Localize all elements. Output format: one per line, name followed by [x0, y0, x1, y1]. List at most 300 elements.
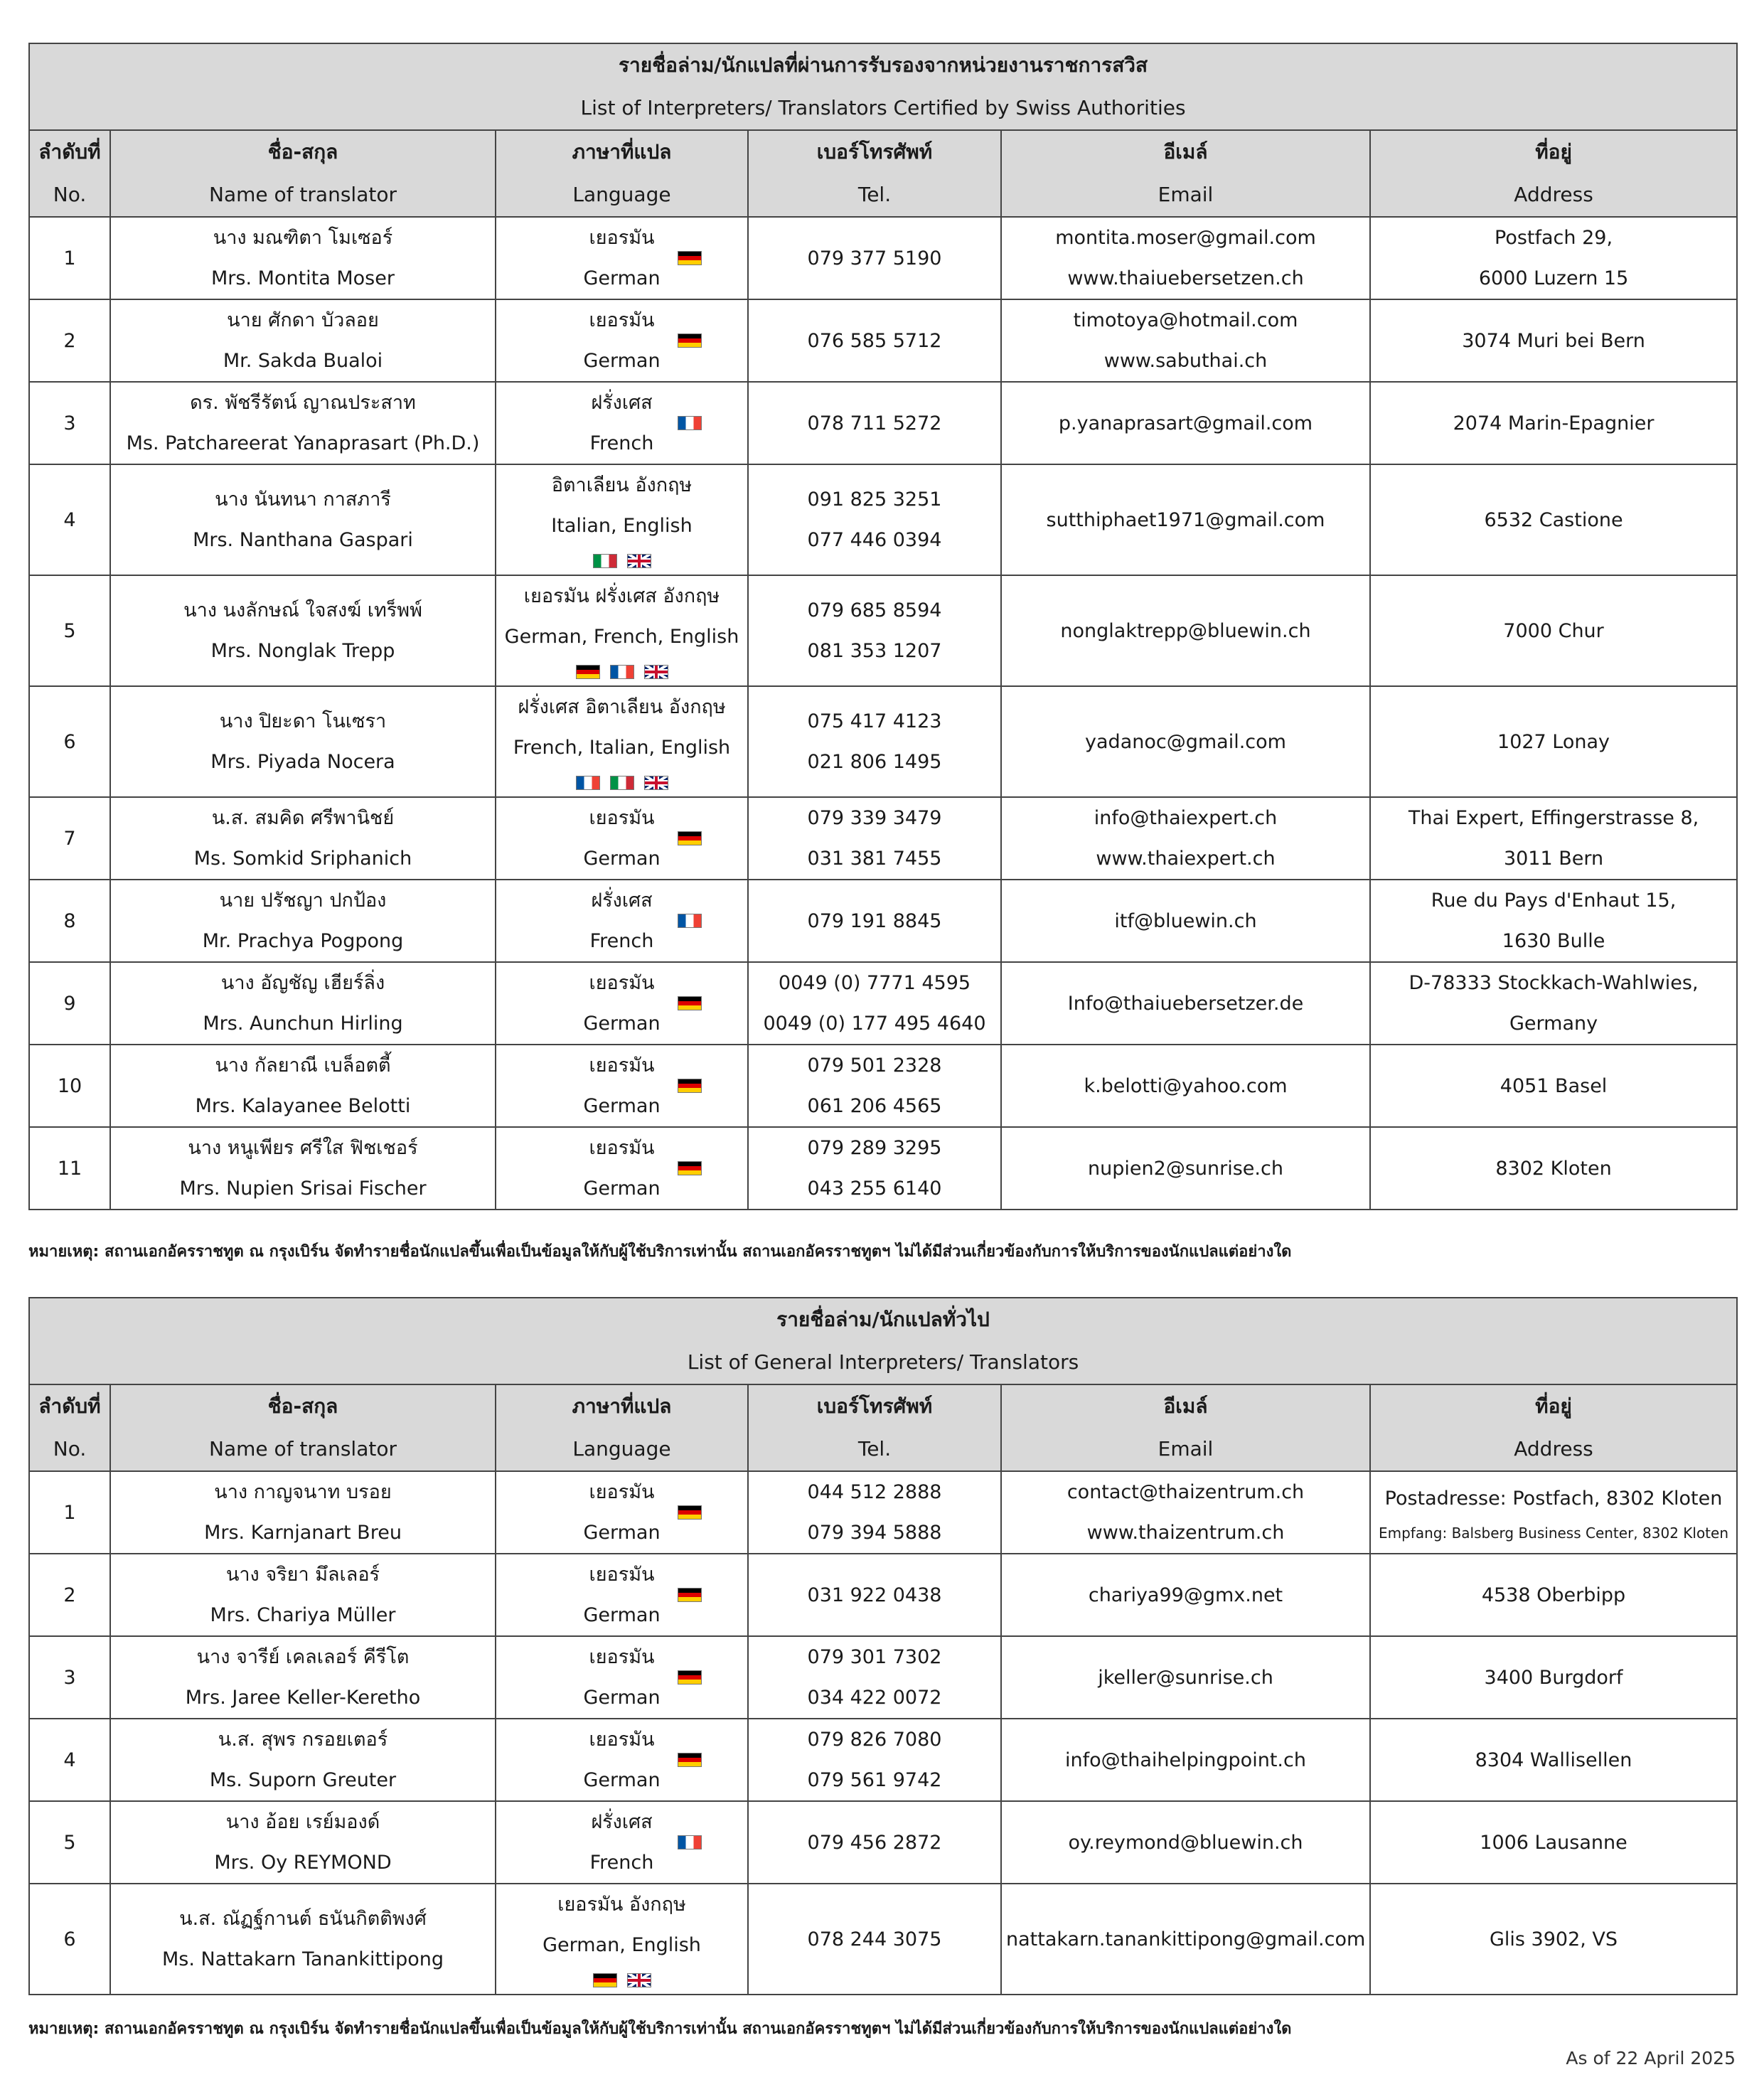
email-link[interactable]: itf@bluewin.ch [1114, 909, 1257, 932]
language-cell [496, 1636, 748, 1719]
phone-cell [748, 880, 1001, 962]
phone-number[interactable]: 078 711 5272 [807, 412, 942, 434]
email-link[interactable]: k.belotti@yahoo.com [1084, 1074, 1288, 1097]
phone-number[interactable]: 077 446 0394 [807, 529, 942, 551]
flag-it-icon [593, 554, 617, 568]
language-cell [496, 1127, 748, 1210]
row-number-text: 4 [63, 508, 76, 531]
address-line: 3011 Bern [1503, 848, 1604, 870]
phone-number[interactable]: 081 353 1207 [807, 640, 942, 662]
phone-number[interactable]: 075 417 4123 [807, 710, 942, 732]
email-link[interactable]: info@thaiexpert.ch [1094, 807, 1278, 829]
name-thai: น.ส. สมคิด ศรีพานิชย์ [211, 807, 395, 829]
phone-number[interactable]: 078 244 3075 [807, 1928, 942, 1950]
col-tel-header: เบอร์โทรศัพท์ Tel. [748, 130, 1001, 217]
col-language-header: ภาษาที่แปล Language [496, 1384, 748, 1471]
table-row [29, 575, 1737, 686]
translator-name [110, 299, 496, 382]
flag-de-icon [678, 251, 702, 265]
flag-de-icon [678, 1079, 702, 1093]
certified-header-row [29, 130, 1737, 217]
address-line: 4051 Basel [1500, 1074, 1608, 1097]
email-cell [1001, 686, 1370, 797]
language-thai: เยอรมัน [589, 1646, 655, 1668]
phone-number[interactable]: 076 585 5712 [807, 329, 942, 352]
phone-number[interactable]: 034 422 0072 [807, 1687, 942, 1709]
table-row [29, 880, 1737, 962]
table-row [29, 1636, 1737, 1719]
name-english: Mr. Prachya Pogpong [202, 930, 404, 952]
flag-de-icon [678, 1505, 702, 1520]
phone-number[interactable]: 079 339 3479 [807, 807, 942, 829]
table-row [29, 1884, 1737, 1995]
language-cell [496, 797, 748, 880]
col-address-header: ที่อยู่ Address [1370, 130, 1737, 217]
row-number-text: 2 [63, 1584, 76, 1606]
phone-number[interactable]: 0049 (0) 7771 4595 [778, 972, 971, 994]
name-thai: นาย ศักดา บัวลอย [227, 309, 379, 331]
row-number [29, 880, 110, 962]
flag-gb-icon [644, 665, 668, 679]
phone-number[interactable]: 091 825 3251 [807, 489, 942, 511]
phone-number[interactable]: 043 255 6140 [807, 1178, 942, 1200]
row-number-text: 6 [63, 730, 76, 753]
name-english: Mrs. Nanthana Gaspari [193, 529, 413, 551]
phone-number[interactable]: 079 456 2872 [807, 1831, 942, 1854]
email-link[interactable]: timotoya@hotmail.com [1073, 309, 1298, 331]
language-thai: ฝรั่งเศส [591, 890, 653, 912]
general-note: หมายเหตุ: สถานเอกอัครราชทูต ณ กรุงเบิร์น จัดทำรายชื่อนักแปลขึ้นเพื่อเป็นข้อมูลให้กับผู้ใช้บริการเท่านั้น สถานเอกอัครราชทูตฯ ไม่ได้มีส่วนเกี่ยวข้องกับการให้บริการของนักแปลแต่อย่างใด [28, 2020, 1292, 2038]
row-number [29, 1554, 110, 1636]
email-link[interactable]: nattakarn.tanankittipong@gmail.com [1006, 1928, 1366, 1950]
translator-name [110, 575, 496, 686]
col-name-header: ชื่อ-สกุล Name of translator [110, 130, 496, 217]
row-number [29, 1127, 110, 1210]
flag-fr-icon [678, 416, 702, 430]
phone-number[interactable]: 031 381 7455 [807, 848, 942, 870]
name-thai: นาง ปิยะดา โนเซรา [219, 710, 387, 732]
address-cell [1370, 464, 1737, 575]
translator-name [110, 1045, 496, 1127]
row-number [29, 1045, 110, 1127]
name-english: Ms. Suporn Greuter [209, 1769, 397, 1791]
row-number-text: 7 [63, 827, 76, 850]
table-row [29, 382, 1737, 464]
flag-de-icon [678, 1670, 702, 1685]
address-cell [1370, 1045, 1737, 1127]
language-cell [496, 962, 748, 1045]
row-number-text: 3 [63, 412, 76, 434]
name-thai: นาง จริยา มึลเลอร์ [225, 1564, 380, 1586]
language-cell [496, 464, 748, 575]
general-rows [29, 1471, 1737, 1995]
language-cell [496, 1884, 748, 1995]
language-thai: ฝรั่งเศส อิตาเลียน อังกฤษ [518, 696, 726, 718]
language-thai: เยอรมัน ฝรั่งเศส อังกฤษ [523, 585, 720, 607]
flag-de-icon [576, 665, 600, 679]
name-english: Ms. Nattakarn Tanankittipong [161, 1948, 444, 1970]
table-row [29, 1045, 1737, 1127]
translator-name [110, 686, 496, 797]
name-thai: นาง นงลักษณ์ ใจสงฆ์ เทร็พพ์ [183, 599, 422, 621]
table-row [29, 686, 1737, 797]
language-cell [496, 1045, 748, 1127]
email-cell [1001, 464, 1370, 575]
flag-gb-icon [627, 1973, 651, 1987]
row-number [29, 962, 110, 1045]
flag-row [501, 546, 743, 575]
email-link[interactable]: contact@thaizentrum.ch [1067, 1481, 1305, 1503]
general-title-th: รายชื่อล่าม/นักแปลทั่วไป [776, 1308, 990, 1331]
general-title [29, 1298, 1737, 1384]
name-english: Ms. Somkid Sriphanich [193, 848, 412, 870]
row-number-text: 9 [63, 992, 76, 1015]
address-line: 3074 Muri bei Bern [1462, 329, 1645, 352]
row-number [29, 299, 110, 382]
as-of-date: As of 22 April 2025 [1566, 2048, 1736, 2068]
address-line: 1027 Lonay [1497, 730, 1610, 753]
row-number [29, 382, 110, 464]
name-thai: นาง กาญจนาท บรอย [214, 1481, 392, 1503]
table-row [29, 299, 1737, 382]
website-link[interactable]: www.thaiexpert.ch [1096, 848, 1276, 870]
website-link[interactable]: www.sabuthai.ch [1103, 350, 1268, 372]
language-english: French [589, 930, 654, 952]
certified-title-row [29, 43, 1737, 130]
address-line: 1630 Bulle [1502, 930, 1605, 952]
phone-cell [748, 299, 1001, 382]
phone-number[interactable]: 021 806 1495 [807, 751, 942, 773]
language-cell [496, 880, 748, 962]
name-english: Mrs. Aunchun Hirling [203, 1013, 403, 1035]
col-email-header: อีเมล์ Email [1001, 1384, 1370, 1471]
name-thai: นาง นันทนา กาสภารี [215, 489, 391, 511]
language-english: German [583, 1687, 661, 1709]
address-line: Postfach 29, [1495, 227, 1613, 249]
flag-gb-icon [644, 776, 668, 790]
language-thai: เยอรมัน [589, 972, 655, 994]
flag-fr-icon [678, 1835, 702, 1849]
phone-number[interactable]: 061 206 4565 [807, 1095, 942, 1117]
table-row [29, 1471, 1737, 1554]
phone-number[interactable]: 079 377 5190 [807, 247, 942, 269]
website-link[interactable]: www.thaizentrum.ch [1086, 1522, 1285, 1544]
email-cell [1001, 1801, 1370, 1884]
language-english: German, French, English [504, 626, 739, 648]
row-number-text: 6 [63, 1928, 76, 1950]
translator-name [110, 880, 496, 962]
phone-cell [748, 1127, 1001, 1210]
certified-title-en: List of Interpreters/ Translators Certified by Swiss Authorities [580, 96, 1186, 119]
address-cell [1370, 1127, 1737, 1210]
flag-de-icon [678, 1161, 702, 1175]
general-section [28, 1297, 1736, 1995]
flag-row [501, 768, 743, 796]
translator-name [110, 797, 496, 880]
address-line: 4538 Oberbipp [1481, 1584, 1626, 1606]
translator-name [110, 464, 496, 575]
name-thai: นาง จารีย์ เคลเลอร์ คีรีโต [196, 1646, 410, 1668]
phone-number[interactable]: 079 826 7080 [807, 1729, 942, 1751]
language-english: German, English [542, 1934, 701, 1956]
translator-name [110, 1636, 496, 1719]
language-english: German [583, 267, 661, 289]
phone-cell [748, 797, 1001, 880]
phone-number[interactable]: 079 561 9742 [807, 1769, 942, 1791]
address-line: 8304 Wallisellen [1475, 1749, 1632, 1771]
address-line: 1006 Lausanne [1480, 1831, 1627, 1854]
phone-number[interactable]: 079 501 2328 [807, 1055, 942, 1077]
phone-number[interactable]: 079 289 3295 [807, 1137, 942, 1159]
name-thai: น.ส. ณัฏฐ์กานต์ ธนันกิตติพงศ์ [179, 1908, 427, 1930]
translator-name [110, 1127, 496, 1210]
language-english: French [589, 1852, 654, 1874]
address-cell [1370, 962, 1737, 1045]
row-number-text: 1 [63, 1501, 76, 1524]
row-number-text: 2 [63, 329, 76, 352]
address-line-small: Empfang: Balsberg Business Center, 8302 Kloten [1378, 1524, 1729, 1542]
email-cell [1001, 382, 1370, 464]
language-cell [496, 686, 748, 797]
email-link[interactable]: yadanoc@gmail.com [1085, 730, 1286, 753]
phone-number[interactable]: 079 191 8845 [807, 909, 942, 932]
phone-cell [748, 1884, 1001, 1995]
phone-cell [748, 1636, 1001, 1719]
language-english: German [583, 350, 661, 372]
address-cell [1370, 382, 1737, 464]
language-thai: เยอรมัน [589, 807, 655, 829]
address-line: Postadresse: Postfach, 8302 Kloten [1384, 1487, 1723, 1510]
language-english: German [583, 1095, 661, 1117]
phone-cell [748, 1471, 1001, 1554]
row-number-text: 11 [57, 1157, 82, 1180]
row-number [29, 1801, 110, 1884]
general-table [28, 1297, 1738, 1995]
email-cell [1001, 1045, 1370, 1127]
email-cell [1001, 1884, 1370, 1995]
certified-table [28, 43, 1738, 1210]
table-row [29, 1554, 1737, 1636]
name-thai: นาง มณฑิตา โมเซอร์ [213, 227, 393, 249]
translator-name [110, 1554, 496, 1636]
email-link[interactable]: oy.reymond@bluewin.ch [1068, 1831, 1303, 1854]
language-thai: ฝรั่งเศส [591, 392, 653, 414]
phone-number[interactable]: 079 685 8594 [807, 599, 942, 621]
translator-name [110, 1719, 496, 1801]
phone-cell [748, 217, 1001, 299]
phone-cell [748, 382, 1001, 464]
language-english: German [583, 1522, 661, 1544]
name-english: Mrs. Montita Moser [211, 267, 395, 289]
phone-number[interactable]: 079 394 5888 [807, 1522, 942, 1544]
table-row [29, 962, 1737, 1045]
language-thai: เยอรมัน [589, 1055, 655, 1077]
email-cell [1001, 299, 1370, 382]
phone-cell [748, 686, 1001, 797]
email-cell [1001, 962, 1370, 1045]
language-english: Italian, English [551, 515, 693, 537]
flag-de-icon [678, 996, 702, 1010]
address-line: 3400 Burgdorf [1484, 1666, 1623, 1689]
table-row [29, 217, 1737, 299]
address-line: 2074 Marin-Epagnier [1453, 412, 1655, 434]
email-cell [1001, 880, 1370, 962]
language-english: German [583, 1769, 661, 1791]
email-link[interactable]: Info@thaiuebersetzer.de [1067, 992, 1304, 1015]
language-english: French [589, 432, 654, 454]
email-cell [1001, 1636, 1370, 1719]
translator-name [110, 382, 496, 464]
flag-de-icon [678, 1753, 702, 1767]
language-thai: ฝรั่งเศส [591, 1811, 653, 1833]
flag-row [501, 657, 743, 685]
email-cell [1001, 797, 1370, 880]
name-english: Mrs. Nupien Srisai Fischer [179, 1178, 427, 1200]
col-name-header: ชื่อ-สกุล Name of translator [110, 1384, 496, 1471]
address-cell [1370, 299, 1737, 382]
language-thai: เยอรมัน [589, 1729, 655, 1751]
name-english: Mrs. Karnjanart Breu [204, 1522, 402, 1544]
table-row [29, 464, 1737, 575]
address-line: 7000 Chur [1503, 619, 1604, 642]
name-thai: น.ส. สุพร กรอยเตอร์ [218, 1729, 388, 1751]
email-link[interactable]: chariya99@gmx.net [1088, 1584, 1283, 1606]
name-thai: นาง หนูเพียร ศรีใส ฟิชเชอร์ [188, 1137, 418, 1159]
language-cell [496, 575, 748, 686]
language-english: German [583, 1013, 661, 1035]
row-number [29, 464, 110, 575]
translator-name [110, 1801, 496, 1884]
address-line: Glis 3902, VS [1489, 1928, 1618, 1950]
phone-cell [748, 1801, 1001, 1884]
name-english: Mrs. Jaree Keller-Keretho [185, 1687, 421, 1709]
row-number-text: 5 [63, 1831, 76, 1854]
col-tel-header: เบอร์โทรศัพท์ Tel. [748, 1384, 1001, 1471]
address-line: Germany [1509, 1013, 1598, 1035]
email-cell [1001, 1554, 1370, 1636]
certified-note: หมายเหตุ: สถานเอกอัครราชทูต ณ กรุงเบิร์น จัดทำรายชื่อนักแปลขึ้นเพื่อเป็นข้อมูลให้กับผู้ใช้บริการเท่านั้น สถานเอกอัครราชทูตฯ ไม่ได้มีส่วนเกี่ยวข้องกับการให้บริการของนักแปลแต่อย่างใด [28, 1243, 1292, 1261]
email-link[interactable]: nonglaktrepp@bluewin.ch [1060, 619, 1311, 642]
flag-it-icon [610, 776, 634, 790]
row-number [29, 1471, 110, 1554]
email-link[interactable]: info@thaihelpingpoint.ch [1065, 1749, 1306, 1771]
email-link[interactable]: jkeller@sunrise.ch [1098, 1666, 1273, 1689]
address-cell [1370, 797, 1737, 880]
translator-name [110, 962, 496, 1045]
col-language-header: ภาษาที่แปล Language [496, 130, 748, 217]
address-cell [1370, 1554, 1737, 1636]
row-number-text: 8 [63, 909, 76, 932]
address-cell [1370, 1719, 1737, 1801]
certified-title-th: รายชื่อล่าม/นักแปลที่ผ่านการรับรองจากหน่วยงานราชการสวิส [618, 53, 1148, 77]
address-cell [1370, 575, 1737, 686]
row-number-text: 5 [63, 619, 76, 642]
language-cell [496, 1554, 748, 1636]
language-english: German [583, 1604, 661, 1626]
phone-number[interactable]: 079 301 7302 [807, 1646, 942, 1668]
flag-de-icon [678, 333, 702, 348]
email-cell [1001, 217, 1370, 299]
row-number-text: 4 [63, 1749, 76, 1771]
address-cell [1370, 1471, 1737, 1554]
row-number [29, 575, 110, 686]
language-cell [496, 1719, 748, 1801]
address-cell [1370, 217, 1737, 299]
phone-cell [748, 962, 1001, 1045]
name-thai: นาง กัลยาณี เบล็อตตี้ [215, 1055, 391, 1077]
language-english: German [583, 1178, 661, 1200]
name-english: Ms. Patchareerat Yanaprasart (Ph.D.) [126, 432, 480, 454]
language-thai: เยอรมัน [589, 1564, 655, 1586]
address-cell [1370, 686, 1737, 797]
name-english: Mrs. Oy REYMOND [214, 1852, 392, 1874]
phone-cell [748, 1045, 1001, 1127]
flag-fr-icon [576, 776, 600, 790]
col-no-header: ลำดับที่ No. [29, 130, 110, 217]
address-line: Thai Expert, Effingerstrasse 8, [1408, 807, 1699, 829]
name-thai: นาง อ้อย เรย์มองด์ [225, 1811, 380, 1833]
language-cell [496, 1801, 748, 1884]
row-number-text: 3 [63, 1666, 76, 1689]
address-line: D-78333 Stockkach-Wahlwies, [1408, 972, 1699, 994]
name-english: Mrs. Piyada Nocera [210, 751, 395, 773]
email-link[interactable]: montita.moser@gmail.com [1055, 227, 1316, 249]
email-cell [1001, 1719, 1370, 1801]
row-number [29, 686, 110, 797]
row-number [29, 797, 110, 880]
table-row [29, 1719, 1737, 1801]
certified-title [29, 43, 1737, 130]
name-english: Mrs. Kalayanee Belotti [195, 1095, 411, 1117]
row-number-text: 1 [63, 247, 76, 269]
website-link[interactable]: www.thaiuebersetzen.ch [1067, 267, 1304, 289]
language-english: German [583, 848, 661, 870]
translator-name [110, 217, 496, 299]
email-link[interactable]: nupien2@sunrise.ch [1088, 1157, 1283, 1180]
table-row [29, 797, 1737, 880]
address-cell [1370, 1636, 1737, 1719]
table-row [29, 1801, 1737, 1884]
general-title-row [29, 1298, 1737, 1384]
language-thai: เยอรมัน [589, 227, 655, 249]
flag-de-icon [678, 1588, 702, 1602]
language-thai: เยอรมัน [589, 309, 655, 331]
address-line: Rue du Pays d'Enhaut 15, [1431, 890, 1677, 912]
phone-cell [748, 464, 1001, 575]
address-line: 6000 Luzern 15 [1478, 267, 1629, 289]
flag-fr-icon [678, 914, 702, 928]
phone-number[interactable]: 044 512 2888 [807, 1481, 942, 1503]
language-thai: เยอรมัน [589, 1481, 655, 1503]
col-email-header: อีเมล์ Email [1001, 130, 1370, 217]
address-line: 6532 Castione [1484, 508, 1623, 531]
translator-name [110, 1884, 496, 1995]
address-cell [1370, 880, 1737, 962]
language-cell [496, 382, 748, 464]
phone-number[interactable]: 0049 (0) 177 495 4640 [763, 1013, 986, 1035]
phone-cell [748, 575, 1001, 686]
email-link[interactable]: sutthiphaet1971@gmail.com [1046, 508, 1325, 531]
address-cell [1370, 1884, 1737, 1995]
email-cell [1001, 1127, 1370, 1210]
general-title-en: List of General Interpreters/ Translators [687, 1350, 1079, 1374]
phone-number[interactable]: 031 922 0438 [807, 1584, 942, 1606]
language-cell [496, 1471, 748, 1554]
phone-cell [748, 1554, 1001, 1636]
email-link[interactable]: p.yanaprasart@gmail.com [1058, 412, 1313, 434]
general-header-row [29, 1384, 1737, 1471]
flag-row [501, 1965, 743, 1994]
